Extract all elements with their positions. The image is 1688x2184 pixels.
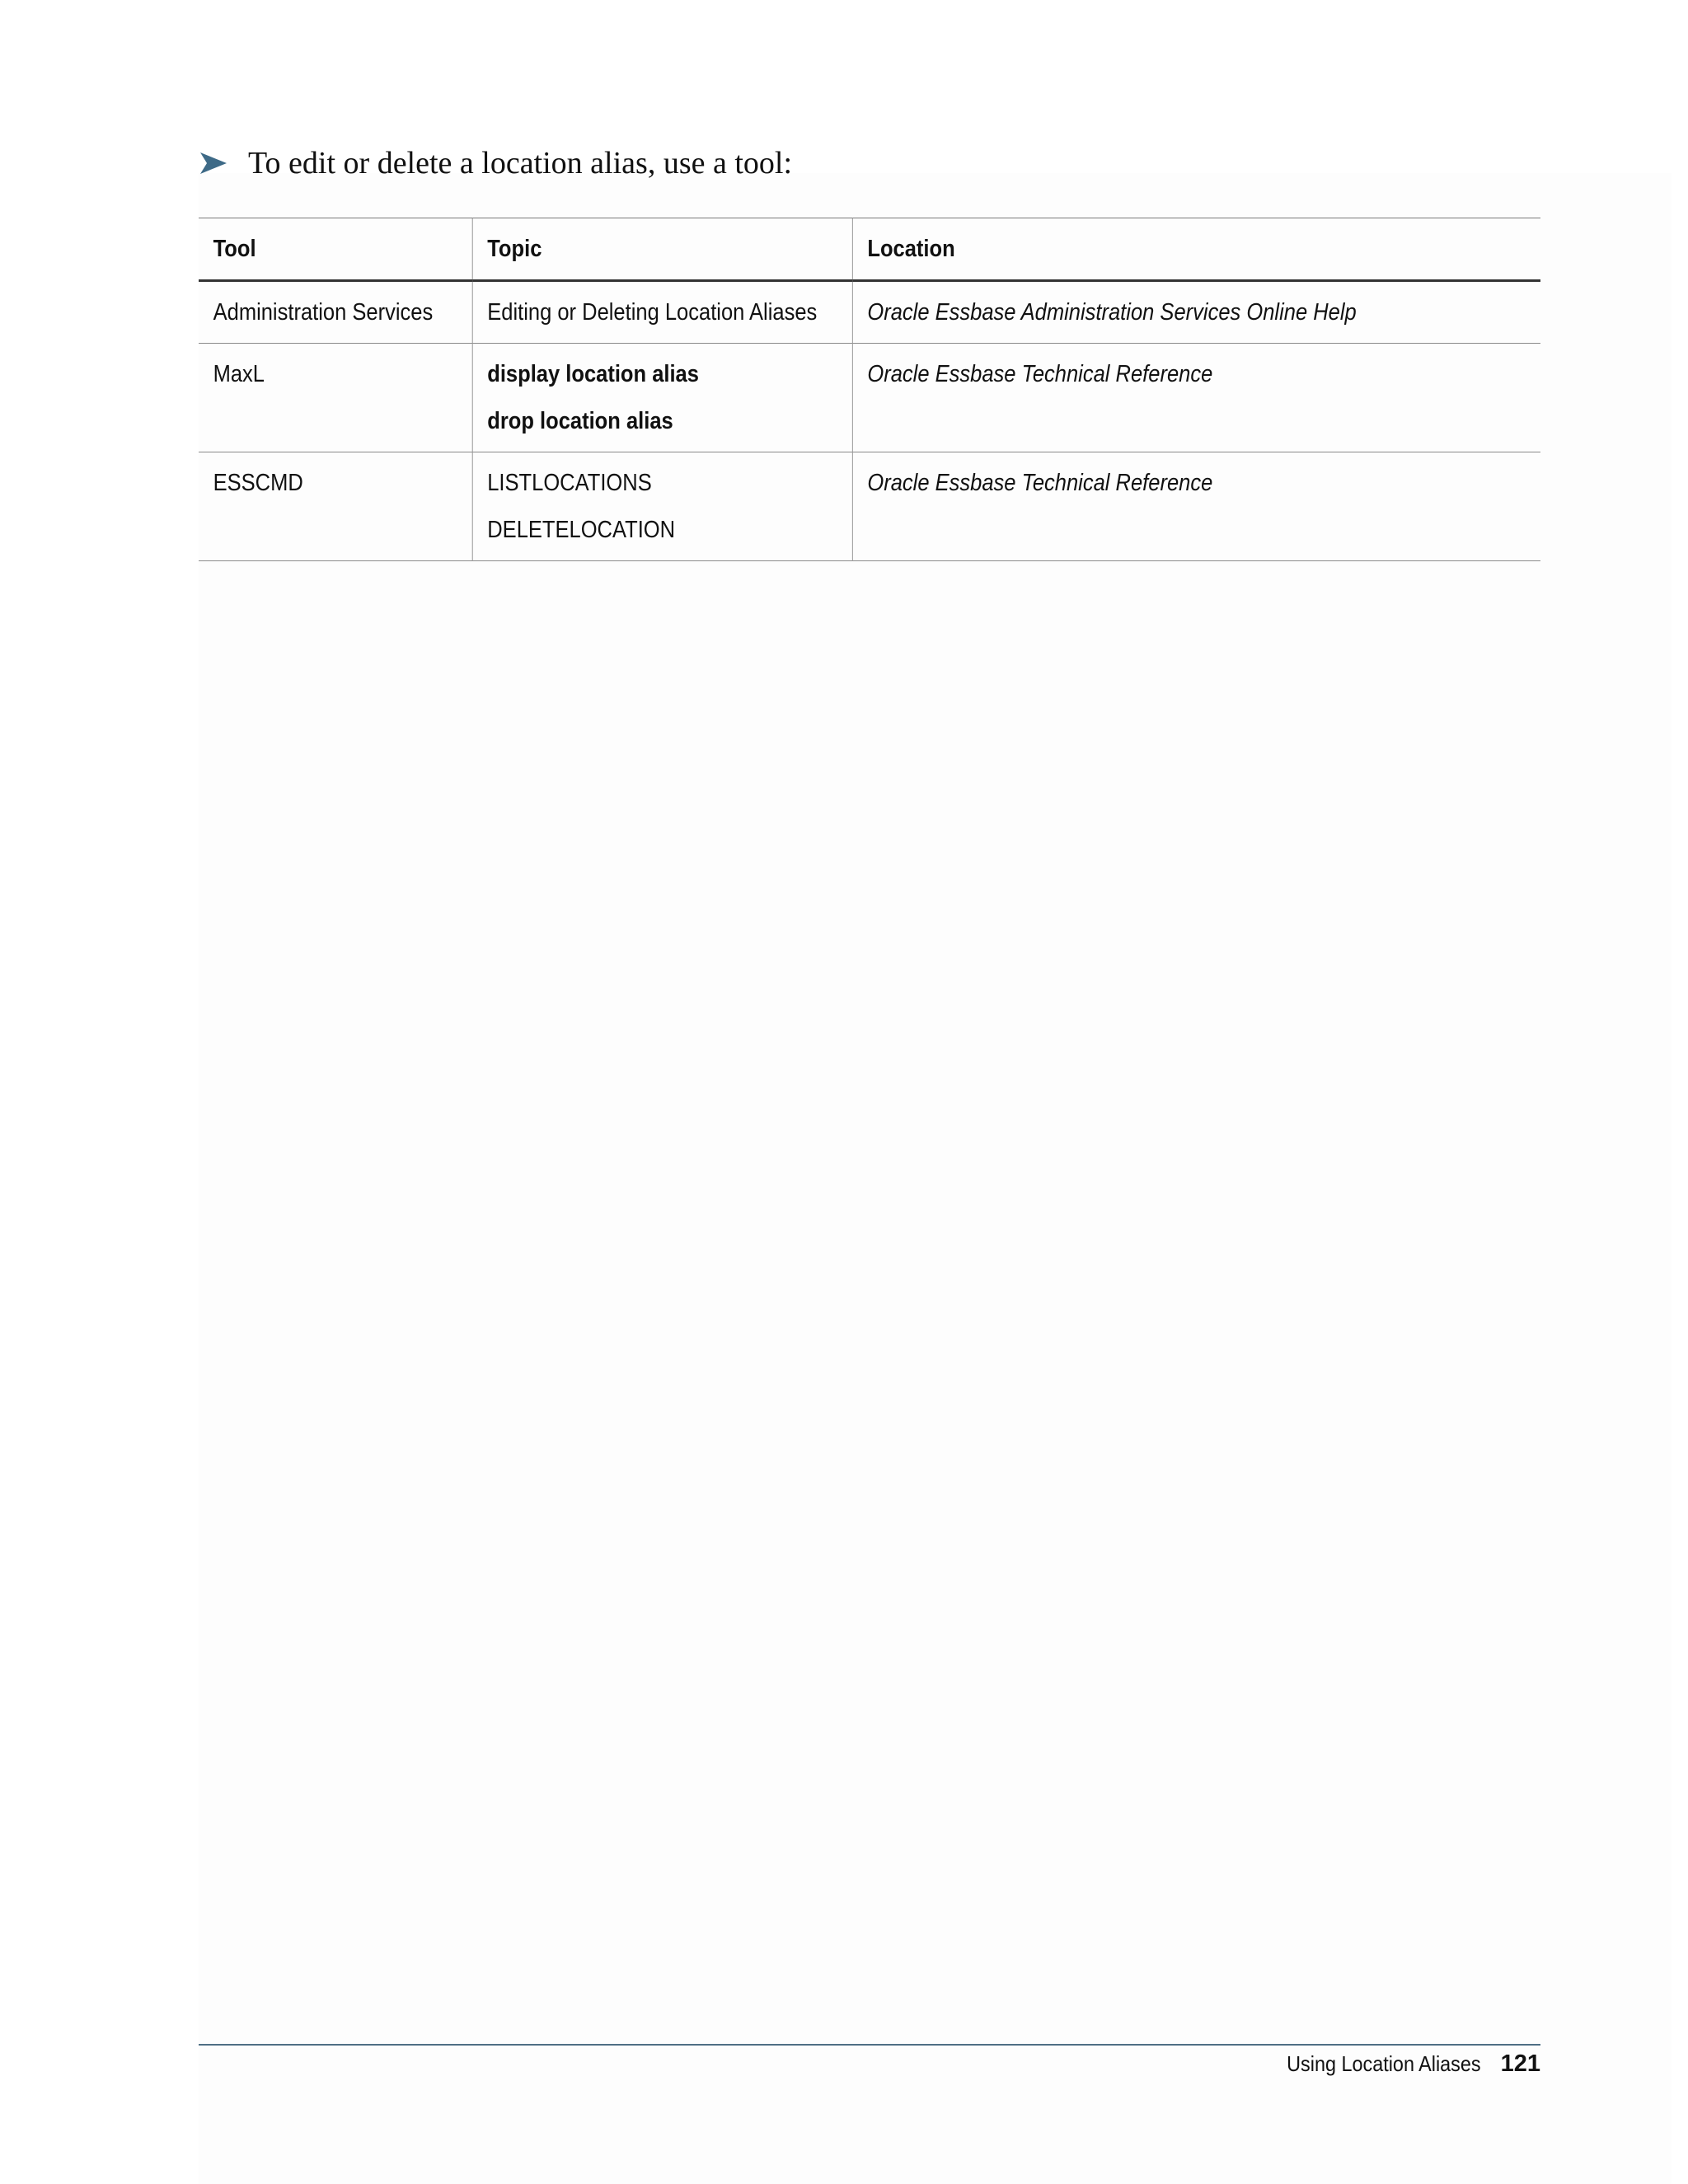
cell-tool: ESSCMD [199, 452, 472, 561]
topic-line: LISTLOCATIONS [487, 470, 652, 496]
topic-line: Editing or Deleting Location Aliases [487, 299, 818, 326]
instruction-line [199, 145, 792, 181]
cell-tool: Administration Services [199, 281, 472, 344]
footer-rule [199, 2044, 1540, 2046]
tools-table [199, 218, 1540, 561]
table-row [199, 452, 1540, 561]
page-footer [1265, 2050, 1540, 2078]
page-number: 121 [1500, 2050, 1540, 2077]
table-row [199, 344, 1540, 452]
header-tool: Tool [199, 218, 472, 281]
cell-topic [472, 344, 852, 452]
table-row [199, 281, 1540, 344]
cell-location: Oracle Essbase Technical Reference [852, 344, 1540, 452]
table-header-row [199, 218, 1540, 281]
cell-location: Oracle Essbase Administration Services Online Help [852, 281, 1540, 344]
header-topic: Topic [472, 218, 852, 281]
instruction-text: To edit or delete a location alias, use a tool: [248, 146, 793, 180]
topic-line: DELETELOCATION [487, 517, 676, 543]
cell-tool: MaxL [199, 344, 472, 452]
arrow-right-icon [199, 149, 228, 177]
topic-line: drop location alias [487, 408, 673, 434]
cell-location: Oracle Essbase Technical Reference [852, 452, 1540, 561]
cell-topic [472, 281, 852, 344]
topic-line: display location alias [487, 361, 699, 387]
header-location: Location [852, 218, 1540, 281]
footer-section-title: Using Location Aliases [1287, 2051, 1481, 2076]
cell-topic [472, 452, 852, 561]
